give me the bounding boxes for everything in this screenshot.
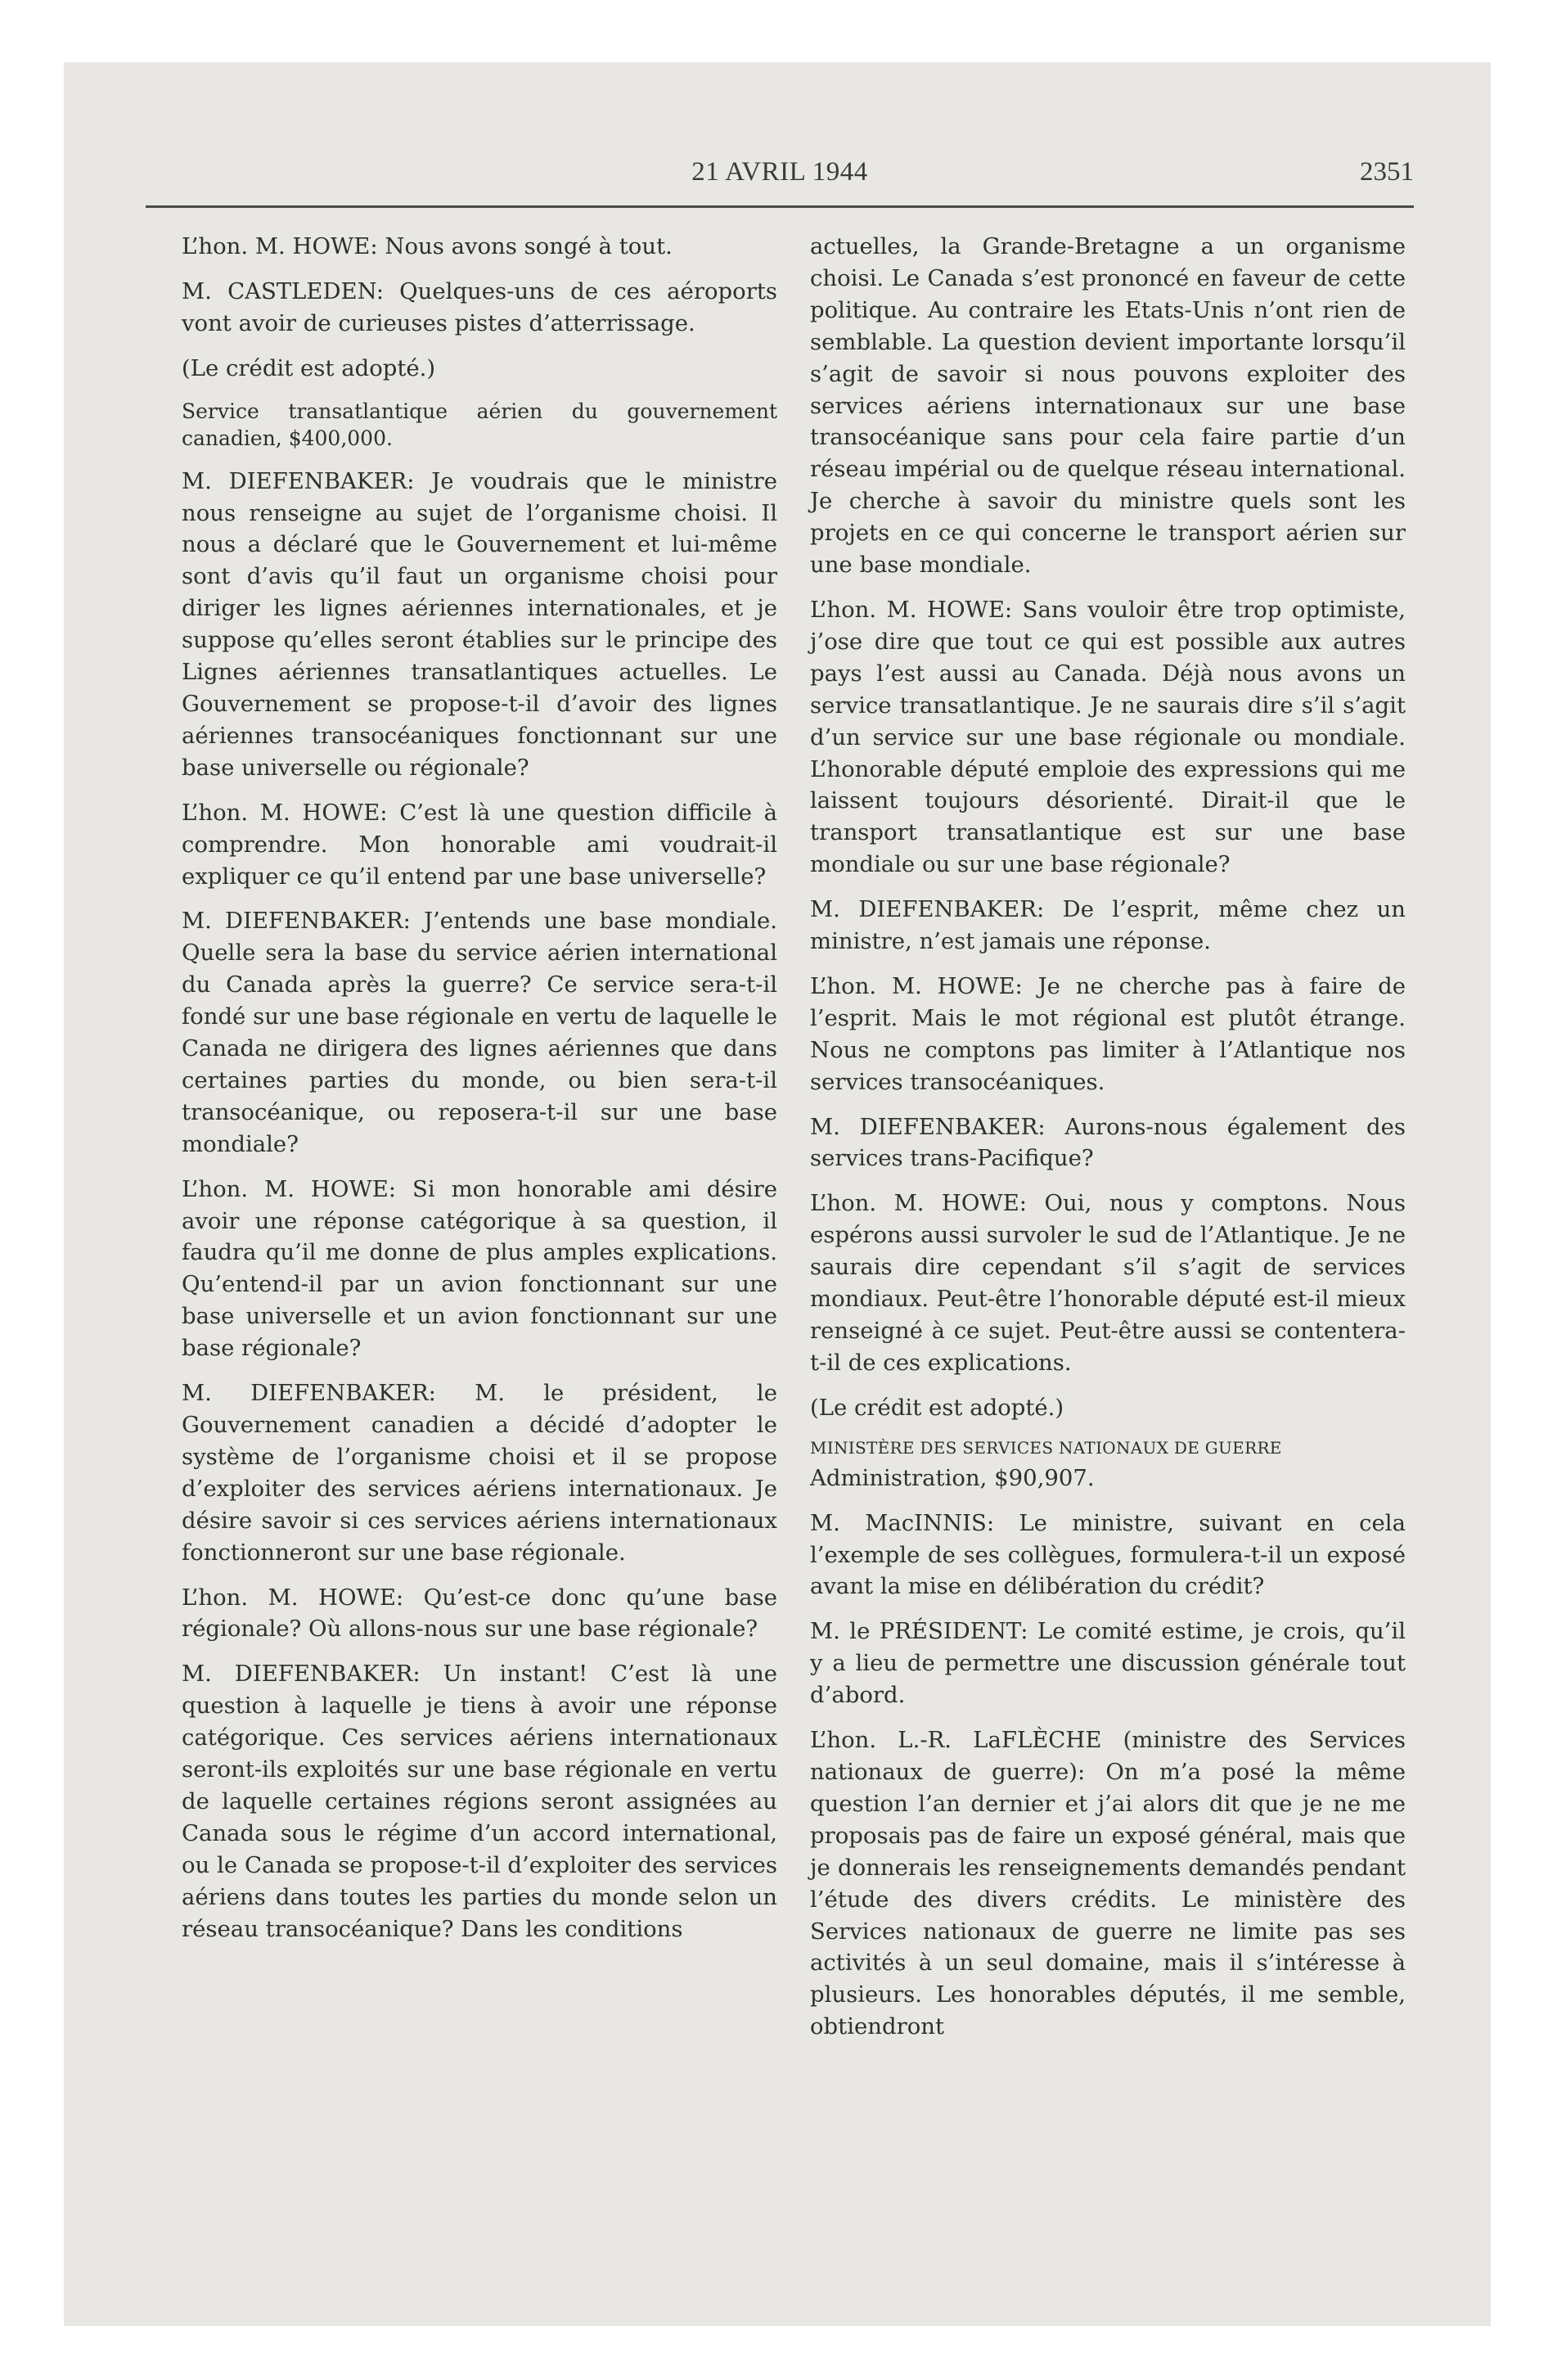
paragraph: M. DIEFENBAKER: De l’esprit, même chez un ministre, n’est jamais une réponse.	[810, 896, 1406, 955]
paragraph: (Le crédit est adopté.)	[182, 354, 436, 381]
page-header	[146, 152, 1414, 192]
paragraph: L’hon. M. HOWE: Nous avons songé à tout.	[182, 233, 673, 259]
header-rule	[146, 205, 1414, 208]
paragraph: M. DIEFENBAKER: Un instant! C’est là une question à laquelle je tiens à avoir une réponse catégorique. Ces services aériens internationaux seront-ils exploités sur une base régionale en vertu de laquelle certaines régions seront assignées au Canada sous le régime d’un accord international, ou le Canada se propose-t-il d’exploiter des services aériens dans toutes les parties du monde selon un réseau transocéanique? Dans les conditions	[182, 1661, 777, 1942]
page-date: 21 AVRIL 1944	[691, 157, 868, 187]
paragraph: M. MacINNIS: Le ministre, suivant en cela l’exemple de ses collègues, formulera-t-il un exposé avant la mise en délibération du crédit?	[810, 1509, 1406, 1600]
paragraph: M. CASTLEDEN: Quelques-uns de ces aéroports vont avoir de curieuses pistes d’atterrissage.	[182, 277, 777, 336]
paragraph: actuelles, la Grande-Bretagne a un organisme choisi. Le Canada s’est prononcé en faveur de cette politique. Au contraire les Etats-Unis n’ont rien de semblable. La question devient importante lorsqu’il s’agit de savoir si nous pouvons exploiter des services aériens internationaux sur une base transocéanique sans pour cela faire partie d’un réseau impérial ou de quelque réseau international. Je cherche à savoir du ministre quels sont les projets en ce qui concerne le transport aérien sur une base mondiale.	[810, 233, 1406, 579]
paragraph: L’hon. M. HOWE: Si mon honorable ami désire avoir une réponse catégorique à sa question, il faudra qu’il me donne de plus amples explications. Qu’entend-il par un avion fonctionnant sur une base universelle et un avion fonctionnant sur une base régionale?	[182, 1175, 777, 1362]
paragraph: M. le PRÉSIDENT: Le comité estime, je crois, qu’il y a lieu de permettre une discussion générale tout d’abord.	[810, 1618, 1406, 1709]
paragraph: M. DIEFENBAKER: M. le président, le Gouvernement canadien a décidé d’adopter le système de l’organisme choisi et il se propose d’exploiter des services aériens internationaux. Je désire savoir si ces services aériens internationaux fonctionneront sur une base régionale.	[182, 1380, 777, 1566]
left-column	[182, 231, 777, 1959]
credit-item: Administration, $90,907.	[810, 1464, 1095, 1491]
paragraph: L’hon. M. HOWE: Sans vouloir être trop optimiste, j’ose dire que tout ce qui est possible aux autres pays l’est aussi au Canada. Déjà nous avons un service transatlantique. Je ne saurais dire s’il s’agit d’un service sur une base régionale ou mondiale. L’honorable député emploie des expressions qui me laissent toujours désorienté. Dirait-il que le transport transatlantique est sur une base mondiale ou sur une base régionale?	[810, 596, 1406, 878]
paragraph: L’hon. M. HOWE: Je ne cherche pas à faire de l’esprit. Mais le mot régional est plutôt étrange. Nous ne comptons pas limiter à l’Atlantique nos services transocéaniques.	[810, 972, 1406, 1095]
section-heading: MINISTÈRE DES SERVICES NATIONAUX DE GUERRE	[810, 1437, 1282, 1458]
right-column	[810, 231, 1406, 2056]
paragraph: (Le crédit est adopté.)	[810, 1394, 1064, 1421]
paragraph: M. DIEFENBAKER: Je voudrais que le ministre nous renseigne au sujet de l’organisme choisi. Il nous a déclaré que le Gouvernement et lui-même sont d’avis qu’il faut un organisme choisi pour diriger les lignes aériennes internationales, et je suppose qu’elles seront établies sur le principe des Lignes aériennes transatlantiques actuelles. Le Gouvernement se propose-t-il d’avoir des lignes aériennes transocéaniques fonctionnant sur une base universelle ou régionale?	[182, 467, 777, 781]
paragraph: L’hon. M. HOWE: Qu’est-ce donc qu’une base régionale? Où allons-nous sur une base régionale?	[182, 1584, 777, 1643]
paragraph: L’hon. M. HOWE: Oui, nous y comptons. Nous espérons aussi survoler le sud de l’Atlantique. Je ne saurais dire cependant s’il s’agit de services mondiaux. Peut-être l’honorable député est-il mieux renseigné à ce sujet. Peut-être aussi se contentera-t-il de ces explications.	[810, 1190, 1406, 1376]
paragraph: M. DIEFENBAKER: J’entends une base mondiale. Quelle sera la base du service aérien international du Canada après la guerre? Ce service sera-t-il fondé sur une base régionale en vertu de laquelle le Canada ne dirigera des lignes aériennes que dans certaines parties du monde, ou bien sera-t-il transocéanique, ou reposera-t-il sur une base mondiale?	[182, 908, 777, 1157]
page-number: 2351	[1360, 157, 1414, 187]
paragraph: L’hon. M. HOWE: C’est là une question difficile à comprendre. Mon honorable ami voudrait-il expliquer ce qu’il entend par une base universelle?	[182, 799, 777, 890]
paragraph: L’hon. L.-R. LaFLÈCHE (ministre des Services nationaux de guerre): On m’a posé la même question l’an dernier et j’ai alors dit que je ne me proposais pas de faire un exposé général, mais que je donnerais les renseignements demandés pendant l’étude des divers crédits. Le ministère des Services nationaux de guerre ne limite pas ses activités à un seul domaine, mais il s’intéresse à plusieurs. Les honorables députés, il me semble, obtiendront	[810, 1727, 1406, 2040]
paragraph: M. DIEFENBAKER: Aurons-nous également des services trans-Pacifique?	[810, 1113, 1406, 1172]
credit-item: Service transatlantique aérien du gouvernement canadien, $400,000.	[182, 399, 777, 451]
